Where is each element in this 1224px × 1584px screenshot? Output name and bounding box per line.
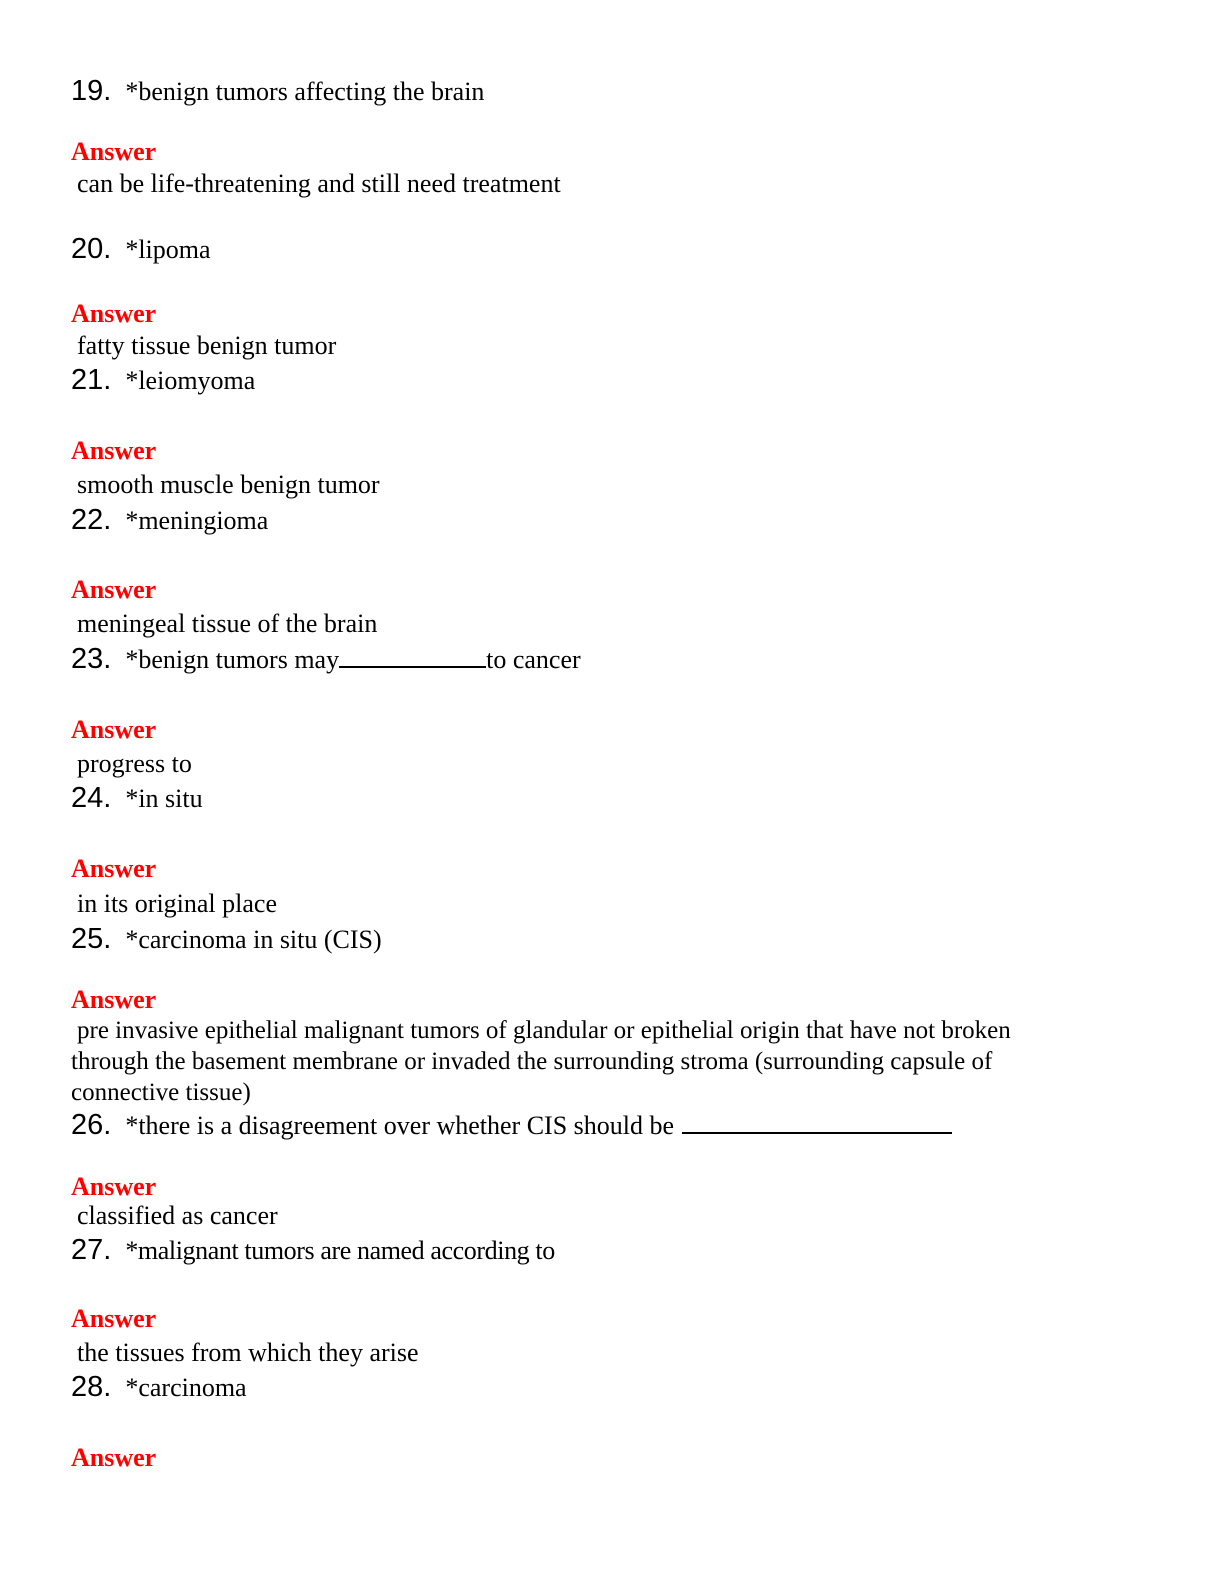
question-number: 19. [71, 75, 112, 107]
question-24 [71, 784, 203, 813]
answer-text: can be life-threatening and still need treatment [77, 169, 561, 198]
answer-paragraph [71, 1015, 1101, 1108]
question-number: 22. [71, 504, 112, 536]
question-28 [71, 1373, 247, 1402]
question-text: *benign tumors affecting the brain [125, 77, 485, 106]
answer-label: Answer [71, 1443, 157, 1472]
question-21 [71, 366, 255, 395]
question-19 [71, 77, 484, 106]
question-22 [71, 506, 268, 535]
answer-text: the tissues from which they arise [77, 1338, 419, 1367]
answer-text: progress to [77, 749, 192, 778]
question-number: 21. [71, 364, 112, 396]
answer-label: Answer [71, 436, 157, 465]
question-text: *there is a disagreement over whether CIS should be [125, 1111, 675, 1140]
answer-label: Answer [71, 575, 157, 604]
answer-text: classified as cancer [77, 1201, 278, 1230]
question-number: 20. [71, 233, 112, 265]
question-text: *meningioma [125, 506, 269, 535]
question-number: 27. [71, 1234, 112, 1266]
question-number: 26. [71, 1109, 112, 1141]
question-20 [71, 235, 211, 264]
answer-line: through the basement membrane or invaded the surrounding stroma (surrounding capsule of [71, 1048, 993, 1075]
answer-label: Answer [71, 854, 157, 883]
fill-in-blank [339, 646, 486, 668]
question-text-after: to cancer [486, 645, 581, 674]
question-text: *in situ [125, 784, 203, 813]
answer-line: pre invasive epithelial malignant tumors of glandular or epithelial origin that have not broken [77, 1017, 1011, 1044]
answer-text: fatty tissue benign tumor [77, 331, 337, 360]
answer-label: Answer [71, 715, 157, 744]
answer-text: in its original place [77, 889, 278, 918]
question-text: *carcinoma in situ (CIS) [125, 925, 382, 954]
question-text: *benign tumors may [125, 645, 340, 674]
question-25 [71, 925, 382, 954]
question-26 [71, 1111, 952, 1140]
question-text: *leiomyoma [125, 366, 256, 395]
question-number: 23. [71, 643, 112, 675]
answer-label: Answer [71, 299, 157, 328]
question-text: *lipoma [125, 235, 211, 264]
answer-label: Answer [71, 985, 157, 1014]
answer-label: Answer [71, 137, 157, 166]
answer-label: Answer [71, 1304, 157, 1333]
question-27 [71, 1236, 555, 1265]
answer-text: smooth muscle benign tumor [77, 470, 380, 499]
question-number: 25. [71, 923, 112, 955]
fill-in-blank [682, 1112, 952, 1134]
question-number: 24. [71, 782, 112, 814]
answer-line: connective tissue) [71, 1079, 251, 1106]
question-text: *carcinoma [125, 1373, 247, 1402]
question-23 [71, 645, 581, 674]
answer-label: Answer [71, 1172, 157, 1201]
question-text: *malignant tumors are named according to [125, 1236, 555, 1265]
question-number: 28. [71, 1371, 112, 1403]
answer-text: meningeal tissue of the brain [77, 609, 378, 638]
